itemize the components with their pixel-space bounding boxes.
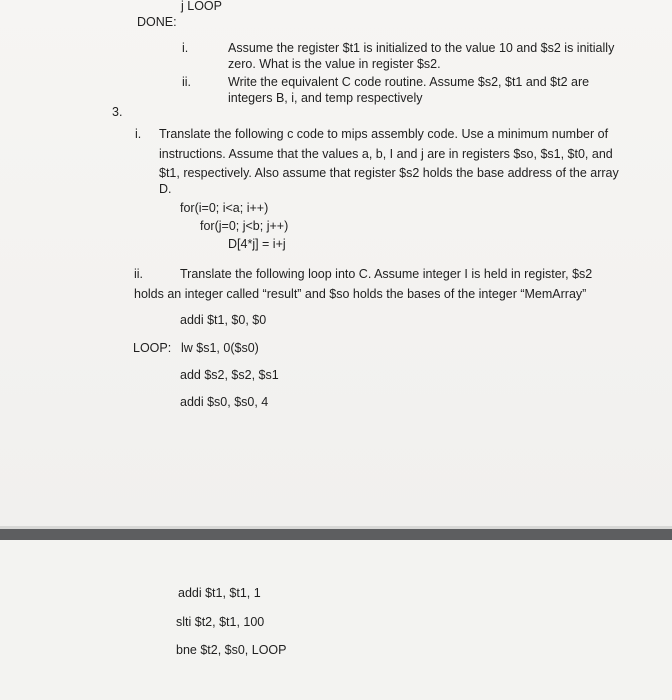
loop-label: LOOP: [133,341,172,355]
asm-instruction: addi $s0, $s0, 4 [180,395,269,409]
code-inner-loop: for(j=0; j<b; j++) [200,219,289,233]
code-outer-loop: for(i=0; i<a; i++) [180,201,269,215]
jump-loop-instruction: j LOOP [181,0,222,13]
asm-first-instruction: addi $t1, $0, $0 [180,313,267,327]
q2-ii-text-line2: integers B, i, and temp respectively [228,91,423,105]
q2-i-marker: i. [182,41,189,55]
q2-i-text-line1: Assume the register $t1 is initialized to the value 10 and $s2 is initially [228,41,615,55]
q3-i-text-line4: D. [159,182,172,196]
page-lower [0,540,672,700]
question-number: 3. [112,105,123,119]
asm-instruction: add $s2, $s2, $s1 [180,368,279,382]
q2-ii-text-line1: Write the equivalent C code routine. Assume $s2, $t1 and $t2 are [228,75,590,89]
q3-i-text-line3: $t1, respectively. Also assume that register $s2 holds the base address of the array [159,166,619,180]
q3-i-text-line2: instructions. Assume that the values a, b, I and j are in registers $so, $s1, $t0, and [159,147,613,161]
q3-ii-text-line1: Translate the following loop into C. Assume integer I is held in register, $s2 [180,267,593,281]
q3-ii-marker: ii. [134,267,144,281]
q2-ii-marker: ii. [182,75,192,89]
code-assignment: D[4*j] = i+j [228,237,286,251]
asm-instruction: addi $t1, $t1, 1 [178,586,261,600]
q3-i-text-line1: Translate the following c code to mips assembly code. Use a minimum number of [159,127,609,141]
q3-ii-text-line2: holds an integer called “result” and $so holds the bases of the integer “MemArray” [134,287,587,301]
q2-i-text-line2: zero. What is the value in register $s2. [228,57,441,71]
asm-instruction: bne $t2, $s0, LOOP [176,643,287,657]
asm-instruction: slti $t2, $t1, 100 [176,615,265,629]
asm-loop-instruction: lw $s1, 0($s0) [181,341,259,355]
q3-i-marker: i. [135,127,142,141]
done-label: DONE: [137,15,177,29]
